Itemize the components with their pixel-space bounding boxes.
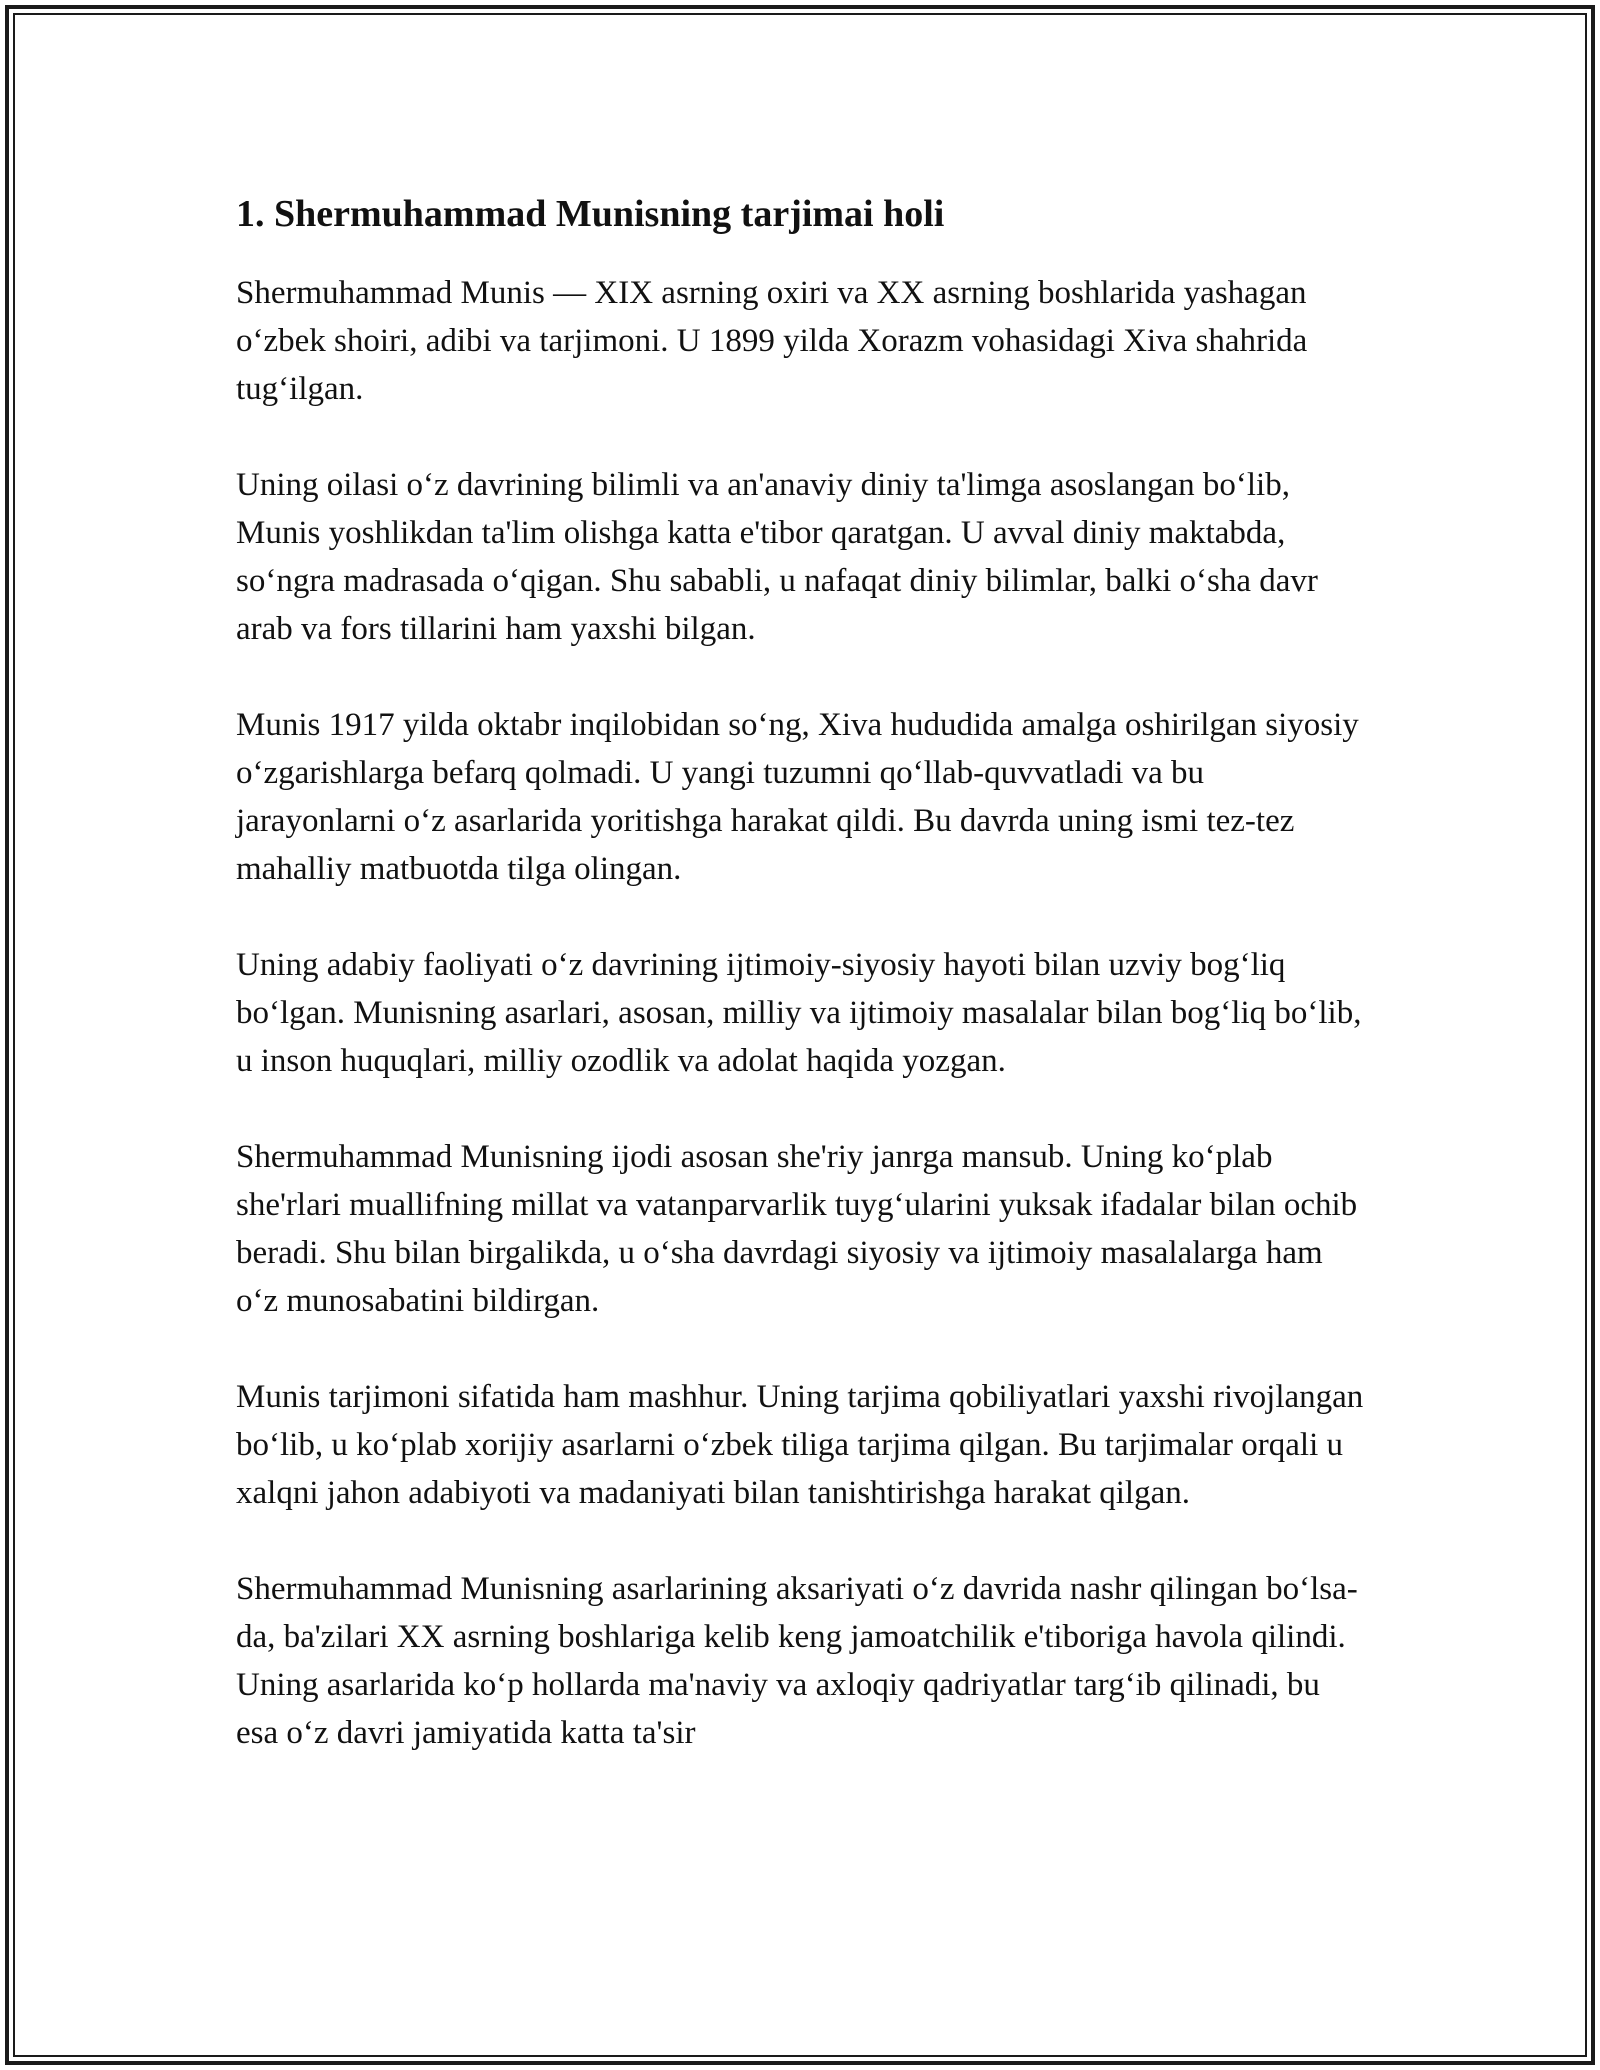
paragraph-1: Shermuhammad Munis — XIX asrning oxiri va XX asrning boshlarida yashagan o‘zbek shoiri, adibi va tarjimoni. U 1899 yilda Xorazm vohasidagi Xiva shahrida tug‘ilgan. <box>236 275 1308 407</box>
section-heading: 1. Shermuhammad Munisning tarjimai holi <box>236 193 945 235</box>
paragraph-4: Uning adabiy faoliyati o‘z davrining ijtimoiy-siyosiy hayoti bilan uzviy bog‘liq bo‘lgan. Munisning asarlari, asosan, milliy va ijtimoiy masalalar bilan bog‘liq bo‘lib, u inson huquqlari, milliy ozodlik va adolat haqida yozgan. <box>236 947 1362 1079</box>
paragraph-3: Munis 1917 yilda oktabr inqilobidan so‘ng, Xiva hududida amalga oshirilgan siyosiy o‘zgarishlarga befarq qolmadi. U yangi tuzumni qo‘llab-quvvatladi va bu jarayonlarni o‘z asarlarida yoritishga harakat qildi. Bu davrda uning ismi tez-tez mahalliy matbuotda tilga olingan. <box>236 707 1359 887</box>
paragraph-5: Shermuhammad Munisning ijodi asosan she'riy janrga mansub. Uning ko‘plab she'rlari muallifning millat va vatanparvarlik tuyg‘ularini yuksak ifadalar bilan ochib beradi. Shu bilan birgalikda, u o‘sha davrdagi siyosiy va ijtimoiy masalalarga ham o‘z munosabatini bildirgan. <box>236 1139 1358 1319</box>
paragraph-2: Uning oilasi o‘z davrining bilimli va an'anaviy diniy ta'limga asoslangan bo‘lib, Munis yoshlikdan ta'lim olishga katta e'tibor qaratgan. U avval diniy maktabda, so‘ngra madrasada o‘qigan. Shu sababli, u nafaqat diniy bilimlar, balki o‘sha davr arab va fors tillarini ham yaxshi bilgan. <box>236 467 1318 647</box>
document-body <box>236 185 1366 1757</box>
paragraph-6: Munis tarjimoni sifatida ham mashhur. Uning tarjima qobiliyatlari yaxshi rivojlangan bo‘lib, u ko‘plab xorijiy asarlarni o‘zbek tiliga tarjima qilgan. Bu tarjimalar orqali u xalqni jahon adabiyoti va madaniyati bilan tanishtirishga harakat qilgan. <box>236 1379 1364 1511</box>
paragraph-7: Shermuhammad Munisning asarlarining aksariyati o‘z davrida nashr qilingan bo‘lsa-da, ba'zilari XX asrning boshlariga kelib keng jamoatchilik e'tiboriga havola qilindi. Uning asarlarida ko‘p hollarda ma'naviy va axloqiy qadriyatlar targ‘ib qilinadi, bu esa o‘z davri jamiyatida katta ta'sir <box>236 1571 1358 1751</box>
